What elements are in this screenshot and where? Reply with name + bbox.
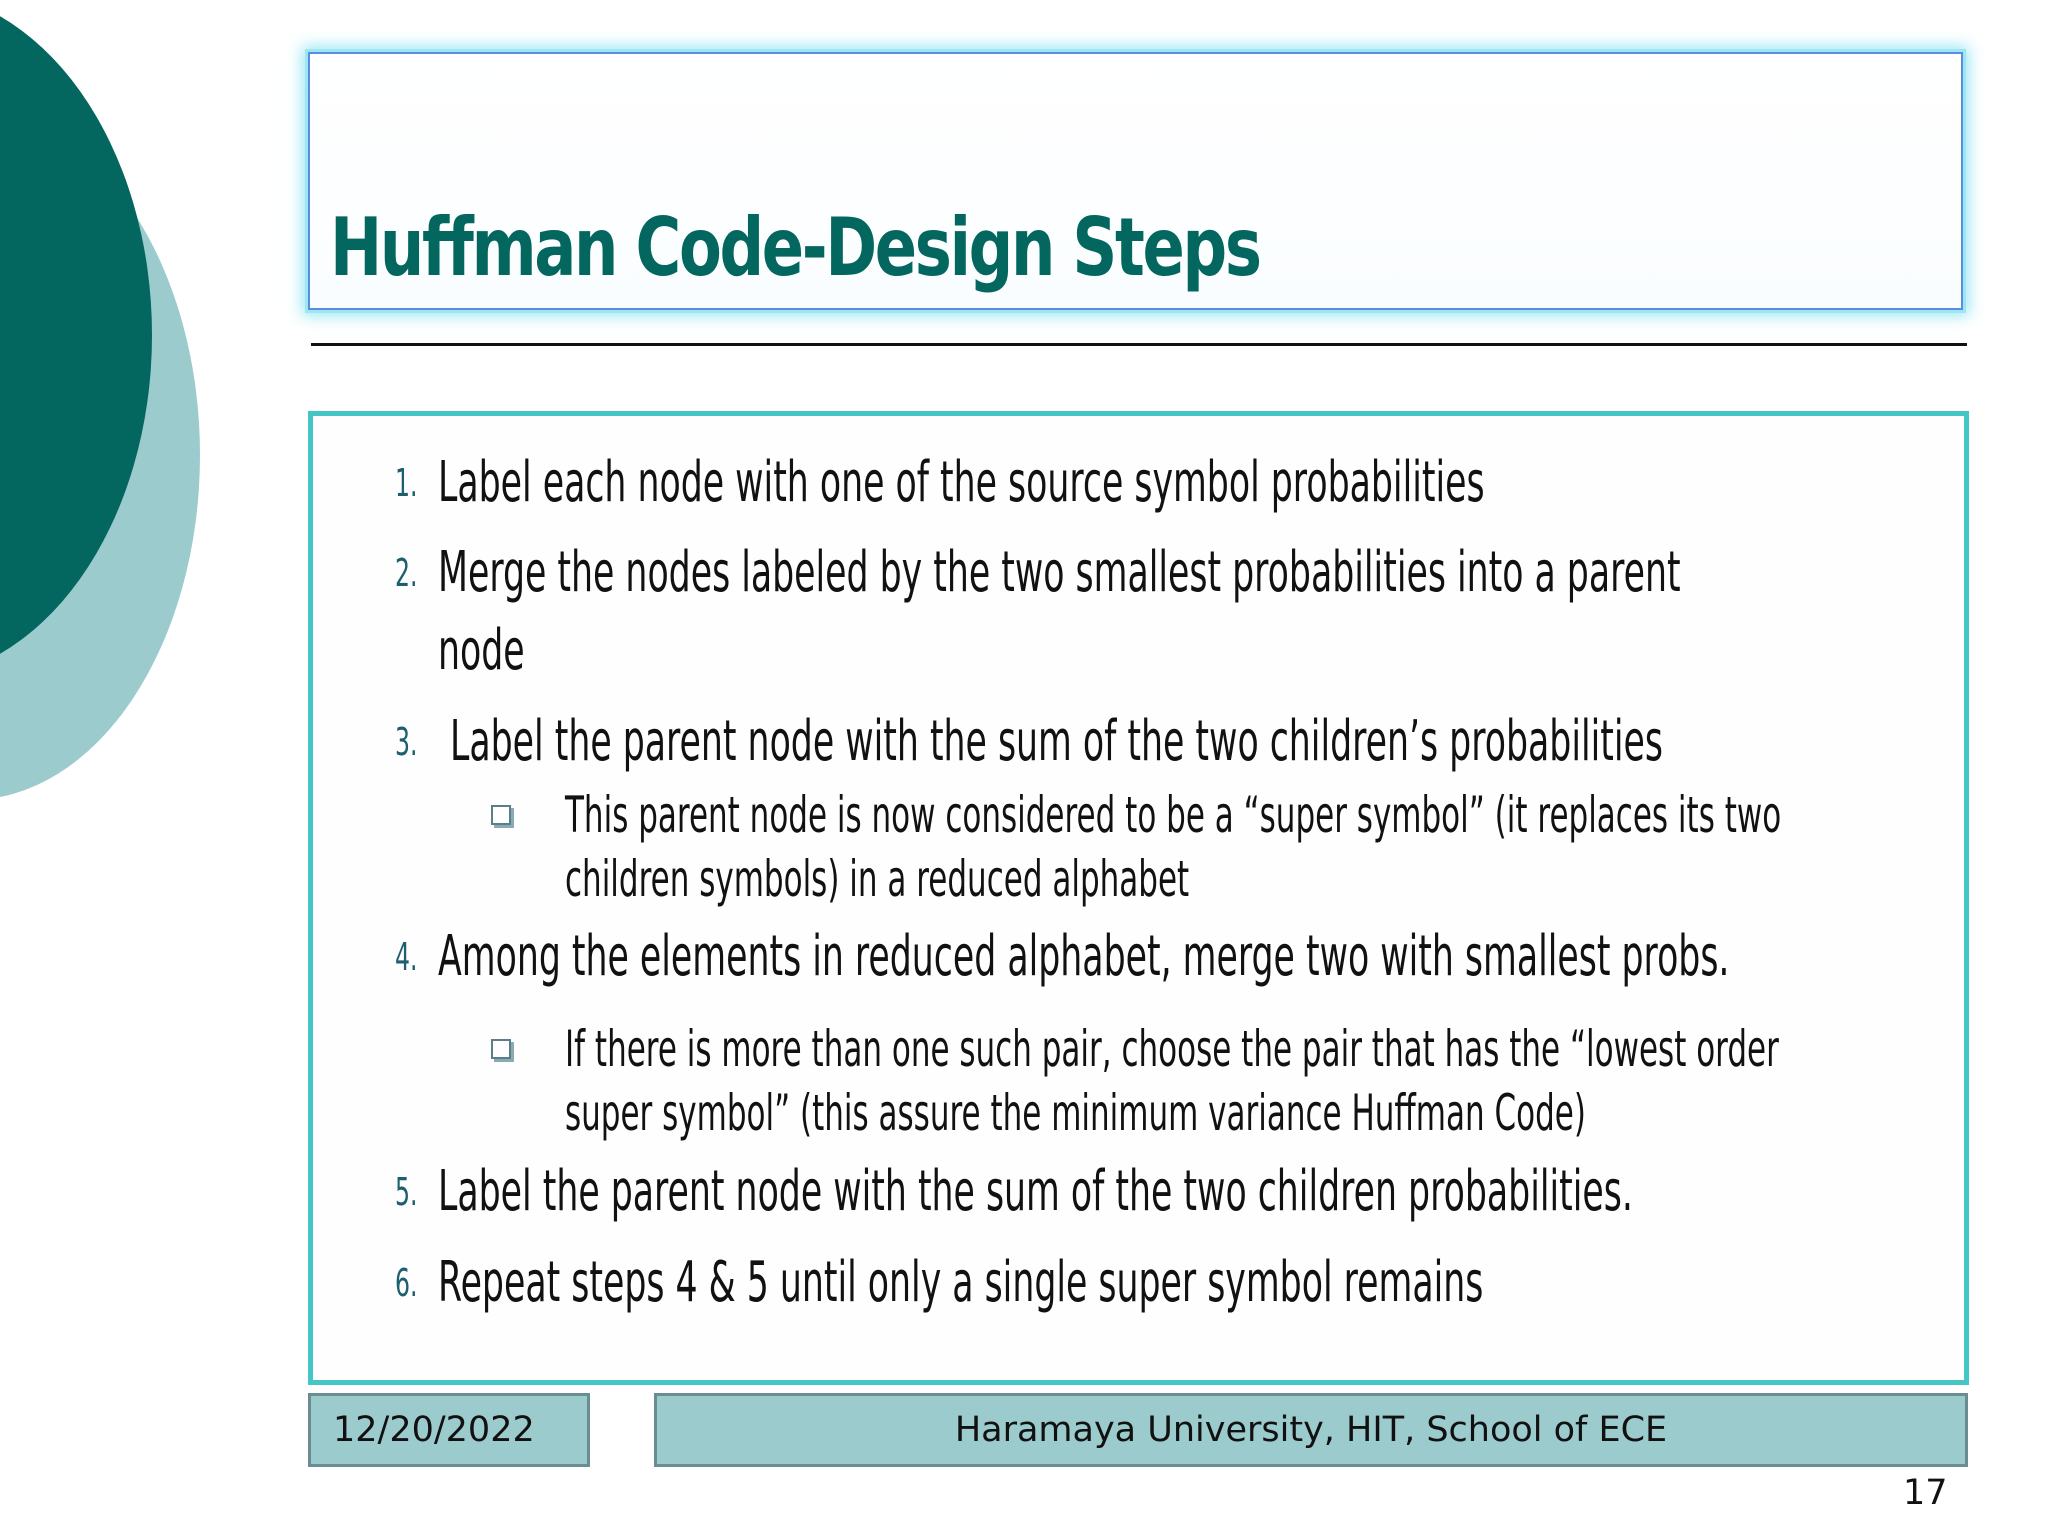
- footer-date: 12/20/2022: [333, 1410, 535, 1450]
- sub-item-text-continuation: super symbol” (this assure the minimum variance Huffman Code): [565, 1084, 1586, 1142]
- sub-item-text-continuation: children symbols) in a reduced alphabet: [565, 850, 1190, 908]
- step-number: 3.: [395, 720, 418, 764]
- sub-item-text: If there is more than one such pair, choose the pair that has the “lowest order: [565, 1020, 1779, 1078]
- content-box: [308, 411, 1969, 1385]
- step-number: 1.: [395, 461, 418, 505]
- footer-institution: Haramaya University, HIT, School of ECE: [954, 1410, 1668, 1450]
- sub-item-text: This parent node is now considered to be a “super symbol” (it replaces its two: [565, 786, 1782, 844]
- title-box: [308, 52, 1963, 310]
- step-text: Label the parent node with the sum of the two children probabilities.: [438, 1159, 1633, 1224]
- slide-title: Huffman Code-Design Steps: [330, 201, 1260, 294]
- footer-institution-box: [654, 1393, 1968, 1467]
- step-number: 2.: [395, 551, 418, 595]
- checkbox-bullet-icon: [491, 805, 511, 825]
- step-number: 5.: [395, 1170, 418, 1214]
- title-divider: [311, 343, 1967, 346]
- step-number: 6.: [395, 1261, 418, 1305]
- step-text-continuation: node: [438, 618, 525, 683]
- step-text: Merge the nodes labeled by the two smallest probabilities into a parent: [438, 540, 1681, 605]
- footer-date-box: [308, 1393, 590, 1467]
- step-text: Label each node with one of the source symbol probabilities: [438, 450, 1485, 515]
- step-number: 4.: [395, 935, 418, 979]
- step-text: Among the elements in reduced alphabet, merge two with smallest probs.: [438, 924, 1730, 989]
- page-number: 17: [1903, 1473, 1948, 1513]
- step-text: Repeat steps 4 & 5 until only a single super symbol remains: [438, 1250, 1484, 1315]
- checkbox-bullet-icon: [491, 1039, 511, 1059]
- step-text: Label the parent node with the sum of the two children’s probabilities: [450, 709, 1663, 774]
